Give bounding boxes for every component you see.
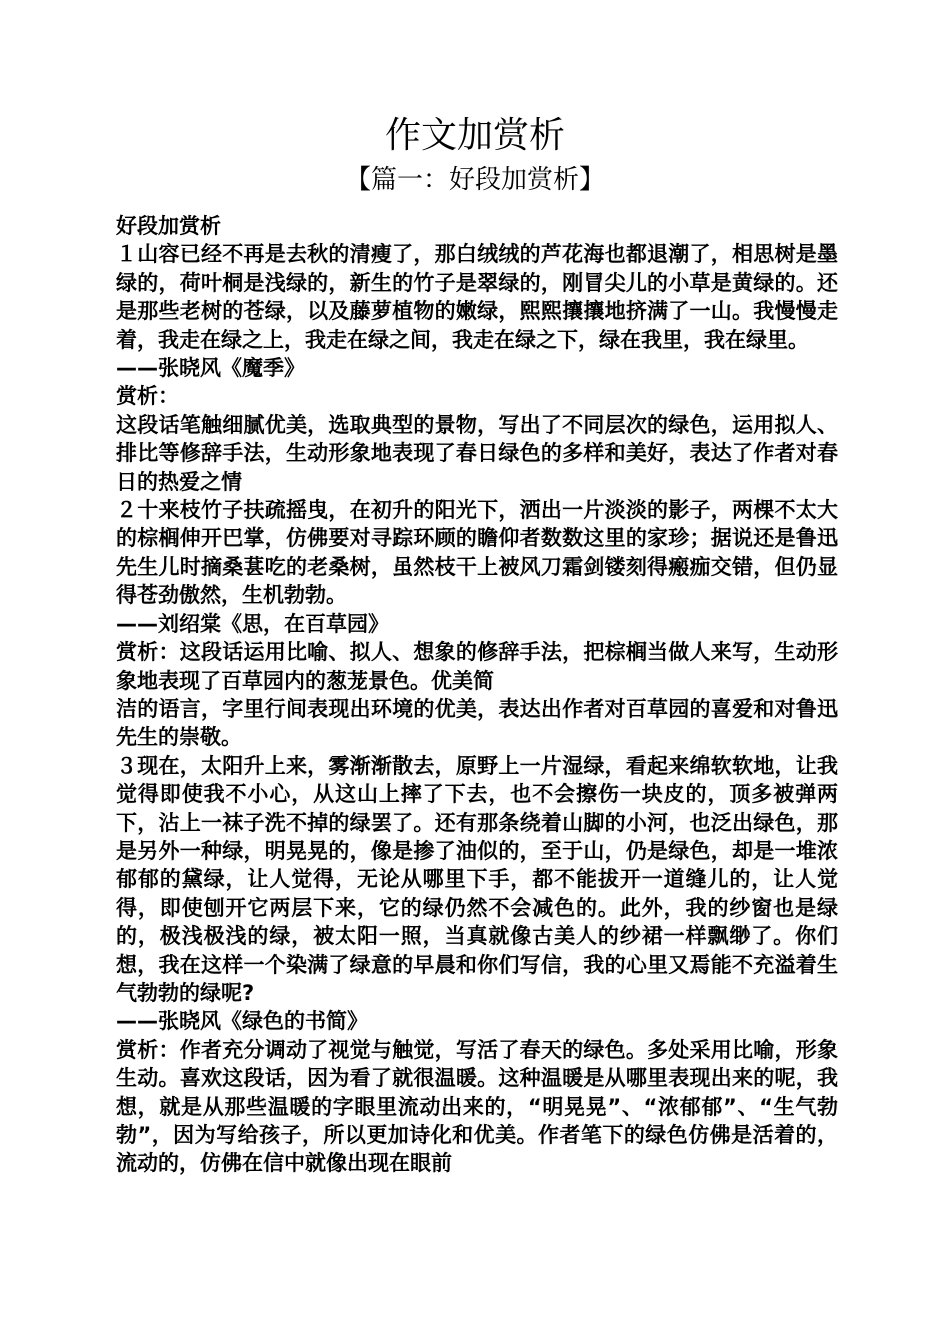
paragraph-1-text: １山容已经不再是去秋的清瘦了，那白绒绒的芦花海也都退潮了，相思树是墨绿的，荷叶桐是浅绿的，新生的竹子是翠绿的，刚冒尖儿的小草是黄绿的。还是那些老树的苍绿，以及藤萝植物的嫩绿，熙熙攘攘地挤满了一山。我慢慢走着，我走在绿之上，我走在绿之间，我走在绿之下，绿在我里，我在绿里。 xyxy=(116,242,838,352)
paragraph-1-analysis-label: 赏析： xyxy=(116,384,179,409)
paragraph-1-source: ——张晓风《魔季》 xyxy=(116,356,305,381)
document-title: 作文加赏析 xyxy=(384,115,565,156)
paragraph-2-analysis-a: 赏析：这段话运用比喻、拟人、想象的修辞手法，把棕榈当做人来写，生动形象地表现了百草园内的葱茏景色。优美简 xyxy=(116,640,838,693)
document-body xyxy=(116,212,838,1178)
paragraph-2-analysis-b: 洁的语言，字里行间表现出环境的优美，表达出作者对百草园的喜爱和对鲁迅先生的崇敬。 xyxy=(116,696,838,750)
document-subtitle: 【篇一：好段加赏析】 xyxy=(344,165,605,195)
paragraph-2-source: ——刘绍棠《思，在百草园》 xyxy=(116,611,389,636)
paragraph-1-analysis: 这段话笔触细腻优美，选取典型的景物，写出了不同层次的绿色，运用拟人、排比等修辞手法，生动形象地表现了春日绿色的多样和美好，表达了作者对春日的热爱之情 xyxy=(116,412,838,494)
paragraph-3-source: ——张晓风《绿色的书简》 xyxy=(116,1009,368,1034)
paragraph-3-analysis: 赏析：作者充分调动了视觉与触觉，写活了春天的绿色。多处采用比喻，形象生动。喜欢这段话，因为看了就很温暖。这种温暖是从哪里表现出来的呢，我想，就是从那些温暖的字眼里流动出来的，“明晃晃”、“浓郁郁”、“生气勃勃”，因为写给孩子，所以更加诗化和优美。作者笔下的绿色仿佛是活着的，流动的，仿佛在信中就像出现在眼前 xyxy=(116,1037,838,1176)
paragraph-2-text: ２十来枝竹子扶疏摇曳，在初升的阳光下，洒出一片淡淡的影子，两棵不太大的棕榈伸开巴掌，仿佛要对寻踪环顾的瞻仰者数数这里的家珍；据说还是鲁迅先生儿时摘桑葚吃的老桑树，虽然枝干上被风刀霜剑镂刻得瘢痂交错，但仍显得苍劲傲然，生机勃勃。 xyxy=(116,498,838,608)
paragraph-3-text: ３现在，太阳升上来，雾渐渐散去，原野上一片湿绿，看起来绵软软地，让我觉得即使我不小心，从这山上摔了下去，也不会擦伤一块皮的，顶多被弹两下，沾上一袜子洗不掉的绿罢了。还有那条绕着山脚的小河，也泛出绿色，那是另外一种绿，明晃晃的，像是掺了油似的，至于山，仍是绿色，却是一堆浓郁郁的黛绿，让人觉得，无论从哪里下手，都不能拔开一道缝儿的，让人觉得，即使刨开它两层下来，它的绿仍然不会减色的。此外，我的纱窗也是绿的，极浅极浅的绿，被太阳一照，当真就像古美人的纱裙一样飘缈了。你们想，我在这样一个染满了绿意的早晨和你们写信，我的心里又焉能不充溢着生气勃勃的绿呢? xyxy=(116,753,838,1005)
section-heading: 好段加赏析 xyxy=(116,214,221,238)
